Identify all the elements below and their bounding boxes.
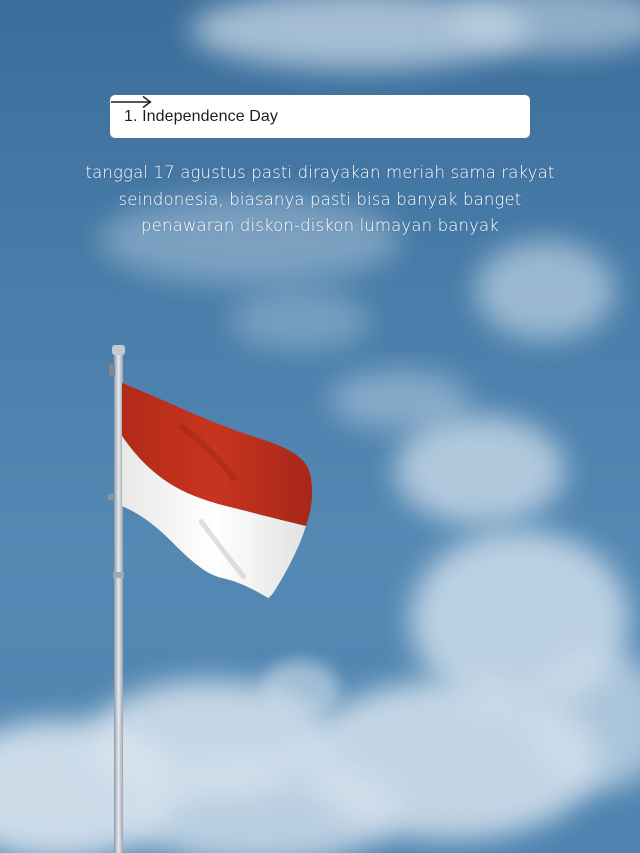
title-card[interactable] — [110, 95, 530, 138]
caption-text: tanggal 17 agustus pasti dirayakan meriah sama rakyat seindonesia, biasanya pasti bisa banyak banget penawaran diskon-diskon lumayan banyak — [85, 163, 555, 235]
right-arrow-icon[interactable] — [110, 95, 152, 109]
card-title: 1. Independence Day — [124, 107, 279, 125]
indonesia-flag — [122, 383, 312, 598]
